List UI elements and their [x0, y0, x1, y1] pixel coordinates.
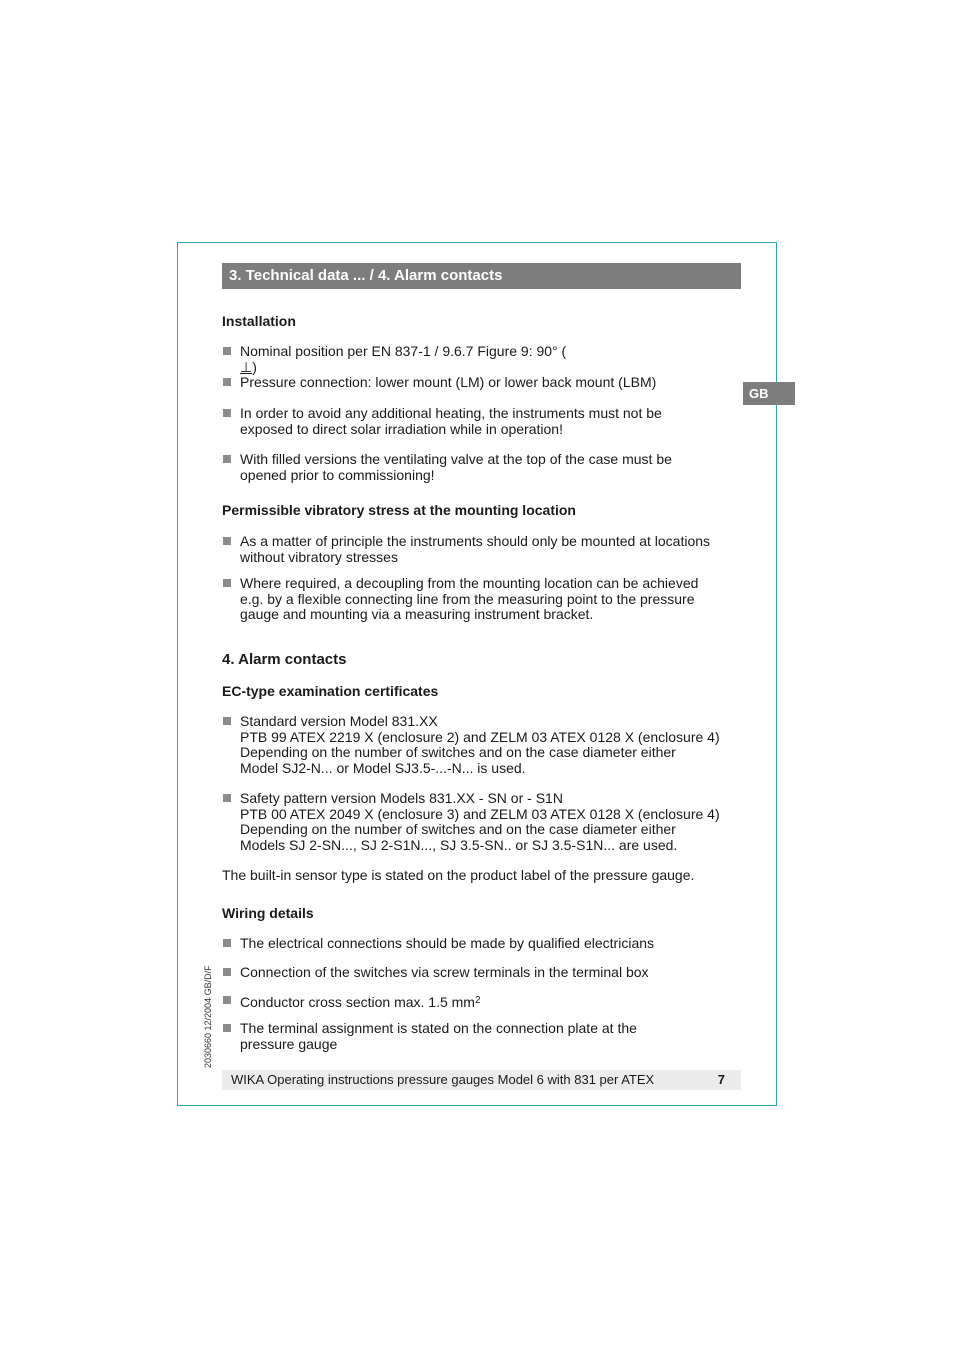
sensor-note: The built-in sensor type is stated on the product label of the pressure gauge.: [222, 867, 695, 883]
perpendicular-symbol: ⊥: [240, 358, 253, 375]
footer-text: WIKA Operating instructions pressure gauges Model 6 with 831 per ATEX: [231, 1072, 655, 1087]
superscript: 2: [474, 995, 481, 1006]
wiring-heading: Wiring details: [222, 905, 314, 921]
bullet-square-icon: [223, 1024, 231, 1032]
bullet-square-icon: [223, 409, 231, 417]
bullet-square-icon: [223, 537, 231, 545]
document-code: 2030660 12/2004 GB/D/F: [203, 965, 213, 1068]
bullet-square-icon: [223, 996, 231, 1004]
section-header: 3. Technical data ... / 4. Alarm contacts: [222, 263, 741, 289]
language-tab[interactable]: GB: [743, 382, 795, 405]
bullet-square-icon: [223, 794, 231, 802]
bullet-square-icon: [223, 378, 231, 386]
bullet-square-icon: [223, 579, 231, 587]
bullet-square-icon: [223, 968, 231, 976]
alarm-heading: 4. Alarm contacts: [222, 651, 347, 668]
bullet-square-icon: [223, 939, 231, 947]
footer-bar: [222, 1070, 741, 1090]
bullet-square-icon: [223, 717, 231, 725]
vibration-heading: Permissible vibratory stress at the mounting location: [222, 502, 576, 518]
page-number: 7: [717, 1072, 725, 1087]
installation-heading: Installation: [222, 313, 296, 329]
ec-heading: EC-type examination certificates: [222, 683, 439, 699]
bullet-square-icon: [223, 455, 231, 463]
bullet-square-icon: [223, 347, 231, 355]
